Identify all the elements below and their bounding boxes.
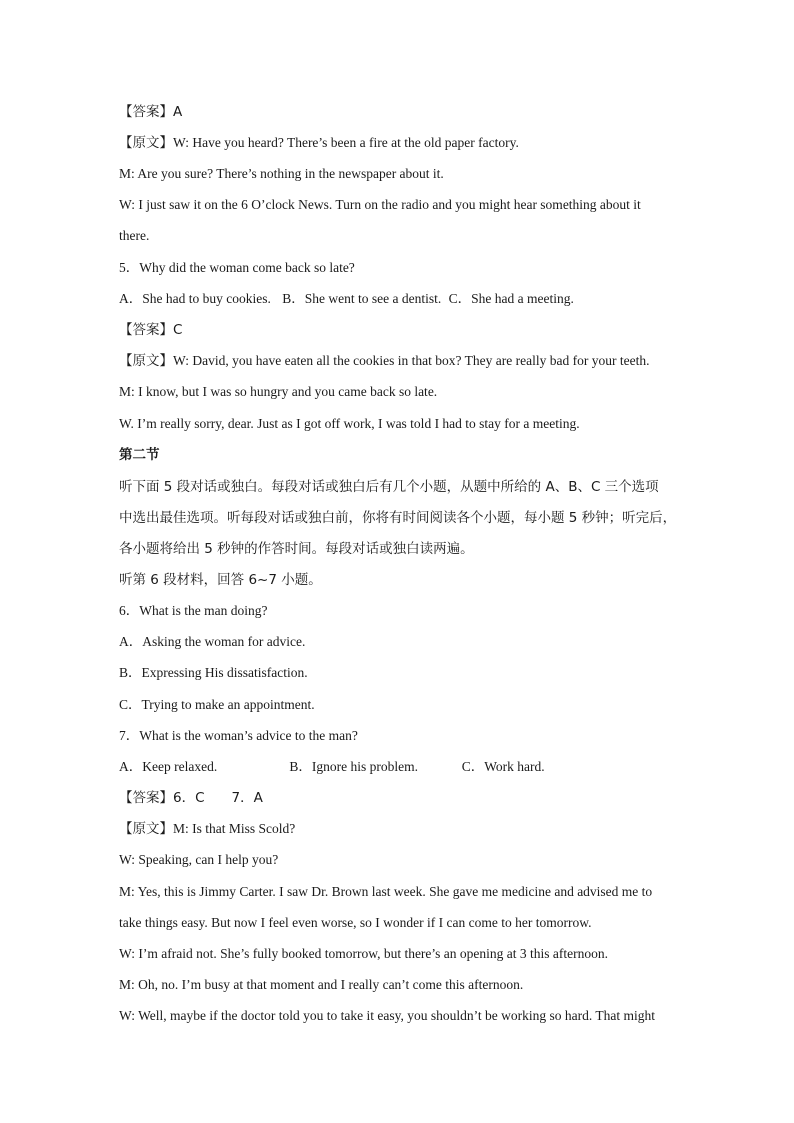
transcript-line: W: Speaking, can I help you? (119, 852, 279, 867)
instruction-line: 中选出最佳选项。听每段对话或独白前，你将有时间阅读各个小题，每小题 5 秒钟；听完后， (119, 510, 677, 526)
transcript-line: W. I’m really sorry, dear. Just as I got off work, I was told I had to stay for a meeting. (119, 416, 580, 431)
option-c: C．She had a meeting. (448, 291, 574, 306)
answer-line: 【答案】6．C 7．A (119, 790, 263, 806)
options-line-5 (119, 289, 679, 309)
option-a: A．She had to buy cookies. (119, 291, 271, 306)
option-c: C．Trying to make an appointment. (119, 697, 315, 712)
transcript-line: M: Are you sure? There’s nothing in the newspaper about it. (119, 166, 444, 181)
transcript-line: W: Well, maybe if the doctor told you to take it easy, you shouldn’t be working so hard. That might (119, 1008, 655, 1023)
transcript-line: 【原文】W: Have you heard? There’s been a fire at the old paper factory. (119, 135, 519, 150)
transcript-line: take things easy. But now I feel even worse, so I wonder if I can come to her tomorrow. (119, 915, 592, 930)
transcript-line: there. (119, 228, 150, 243)
transcript-line: W: I just saw it on the 6 O’clock News. Turn on the radio and you might hear something about it (119, 197, 641, 212)
answer-line: 【答案】A (119, 104, 183, 120)
transcript-line: 【原文】W: David, you have eaten all the cookies in that box? They are really bad for your teeth. (119, 353, 650, 368)
transcript-line: M: Oh, no. I’m busy at that moment and I really can’t come this afternoon. (119, 977, 524, 992)
options-line-7 (119, 757, 679, 777)
option-a: A．Keep relaxed. (119, 759, 218, 774)
question-7: 7．What is the woman’s advice to the man? (119, 728, 358, 743)
instruction-line: 听第 6 段材料，回答 6~7 小题。 (119, 572, 322, 588)
option-a: A．Asking the woman for advice. (119, 634, 306, 649)
option-b: B．Ignore his problem. (289, 759, 418, 774)
question-5: 5．Why did the woman come back so late? (119, 260, 355, 275)
instruction-line: 听下面 5 段对话或独白。每段对话或独白后有几个小题，从题中所给的 A、B、C 三个选项 (119, 479, 659, 495)
instruction-line: 各小题将给出 5 秒钟的作答时间。每段对话或独白读两遍。 (119, 541, 474, 557)
transcript-line: M: Yes, this is Jimmy Carter. I saw Dr. Brown last week. She gave me medicine and advised me to (119, 884, 653, 899)
transcript-line: 【原文】M: Is that Miss Scold? (119, 821, 296, 836)
answer-line: 【答案】C (119, 322, 183, 338)
option-c: C．Work hard. (461, 759, 545, 774)
transcript-line: W: I’m afraid not. She’s fully booked tomorrow, but there’s an opening at 3 this afternoon. (119, 946, 609, 961)
question-6: 6．What is the man doing? (119, 603, 268, 618)
option-b: B．She went to see a dentist. (282, 291, 442, 306)
transcript-line: M: I know, but I was so hungry and you came back so late. (119, 384, 438, 399)
option-b: B．Expressing His dissatisfaction. (119, 665, 308, 680)
section-heading: 第二节 (119, 447, 160, 463)
